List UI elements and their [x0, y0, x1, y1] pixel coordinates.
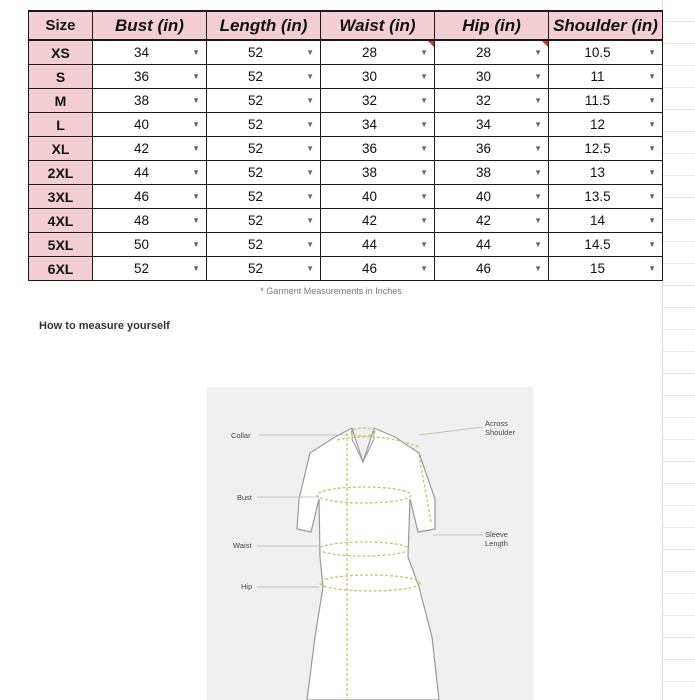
size-label-cell: 2XL: [29, 161, 93, 185]
dropdown-arrow-icon[interactable]: ▼: [192, 168, 200, 177]
shoulder-cell[interactable]: [549, 209, 663, 233]
bust-cell[interactable]: [93, 233, 207, 257]
shoulder-value: 14.5: [584, 237, 611, 252]
label-bust: Bust: [237, 493, 253, 502]
dropdown-arrow-icon[interactable]: ▼: [534, 216, 542, 225]
bust-value: 34: [133, 45, 150, 60]
label-across-shoulder-line2: Shoulder: [485, 428, 516, 437]
shoulder-value: 15: [589, 261, 606, 276]
table-row: [29, 65, 663, 89]
waist-value: 34: [361, 117, 378, 132]
dropdown-arrow-icon[interactable]: ▼: [648, 264, 656, 273]
bust-value: 52: [133, 261, 150, 276]
hip-value: 38: [475, 165, 492, 180]
dropdown-arrow-icon[interactable]: ▼: [420, 216, 428, 225]
label-sleeve-length-line1: Sleeve: [485, 530, 508, 539]
length-value: 52: [247, 117, 264, 132]
size-label-cell: 4XL: [29, 209, 93, 233]
size-chart-table: [28, 10, 663, 281]
shoulder-value: 11.5: [584, 93, 611, 108]
bust-value: 36: [133, 69, 150, 84]
dropdown-arrow-icon[interactable]: ▼: [648, 168, 656, 177]
length-cell[interactable]: [207, 209, 321, 233]
dropdown-arrow-icon[interactable]: ▼: [420, 168, 428, 177]
bust-value: 40: [133, 117, 150, 132]
table-row: [29, 40, 663, 65]
dropdown-arrow-icon[interactable]: ▼: [420, 264, 428, 273]
label-collar: Collar: [231, 431, 251, 440]
hip-cell[interactable]: [435, 137, 549, 161]
hip-cell[interactable]: [435, 113, 549, 137]
bust-value: 44: [133, 165, 150, 180]
dropdown-arrow-icon[interactable]: ▼: [306, 168, 314, 177]
label-hip: Hip: [241, 582, 253, 591]
dropdown-arrow-icon[interactable]: ▼: [192, 240, 200, 249]
dropdown-arrow-icon[interactable]: ▼: [534, 120, 542, 129]
dropdown-arrow-icon[interactable]: ▼: [534, 72, 542, 81]
dropdown-arrow-icon[interactable]: ▼: [534, 264, 542, 273]
dropdown-arrow-icon[interactable]: ▼: [420, 144, 428, 153]
spreadsheet-background: [662, 0, 695, 700]
dropdown-arrow-icon[interactable]: ▼: [534, 48, 542, 57]
size-label-cell: 3XL: [29, 185, 93, 209]
dropdown-arrow-icon[interactable]: ▼: [420, 240, 428, 249]
bust-value: 50: [133, 237, 150, 252]
length-value: 52: [247, 93, 264, 108]
label-sleeve-length-line2: Length: [485, 539, 508, 548]
waist-value: 44: [361, 237, 378, 252]
comment-indicator-icon: [428, 41, 434, 47]
dropdown-arrow-icon[interactable]: ▼: [306, 144, 314, 153]
hip-value: 44: [475, 237, 492, 252]
dropdown-arrow-icon[interactable]: ▼: [534, 192, 542, 201]
dropdown-arrow-icon[interactable]: ▼: [192, 144, 200, 153]
bust-cell[interactable]: [93, 185, 207, 209]
length-cell[interactable]: [207, 40, 321, 65]
bust-value: 42: [133, 141, 150, 156]
dropdown-arrow-icon[interactable]: ▼: [306, 240, 314, 249]
dropdown-arrow-icon[interactable]: ▼: [420, 96, 428, 105]
bust-cell[interactable]: [93, 257, 207, 281]
bust-cell[interactable]: [93, 89, 207, 113]
shoulder-cell[interactable]: [549, 113, 663, 137]
header-shoulder: Shoulder (in): [549, 11, 663, 40]
table-header-row: [29, 11, 663, 40]
shoulder-value: 14: [589, 213, 606, 228]
hip-value: 32: [475, 93, 492, 108]
dropdown-arrow-icon[interactable]: ▼: [648, 120, 656, 129]
dropdown-arrow-icon[interactable]: ▼: [306, 264, 314, 273]
measurement-note: * Garment Measurements in Inches: [260, 286, 402, 296]
length-value: 52: [247, 141, 264, 156]
dropdown-arrow-icon[interactable]: ▼: [420, 120, 428, 129]
header-size: Size: [29, 11, 93, 40]
shoulder-value: 12.5: [584, 141, 611, 156]
dropdown-arrow-icon[interactable]: ▼: [306, 72, 314, 81]
dropdown-arrow-icon[interactable]: ▼: [420, 48, 428, 57]
hip-cell[interactable]: [435, 209, 549, 233]
hip-value: 36: [475, 141, 492, 156]
shoulder-cell[interactable]: [549, 257, 663, 281]
shoulder-cell[interactable]: [549, 40, 663, 65]
dropdown-arrow-icon[interactable]: ▼: [534, 96, 542, 105]
hip-cell[interactable]: [435, 89, 549, 113]
length-cell[interactable]: [207, 161, 321, 185]
size-label-cell: XL: [29, 137, 93, 161]
waist-value: 46: [361, 261, 378, 276]
shoulder-value: 13: [589, 165, 606, 180]
hip-value: 28: [475, 45, 492, 60]
dropdown-arrow-icon[interactable]: ▼: [192, 216, 200, 225]
dropdown-arrow-icon[interactable]: ▼: [534, 240, 542, 249]
shoulder-value: 11: [590, 69, 605, 84]
waist-cell[interactable]: [321, 89, 435, 113]
waist-cell[interactable]: [321, 233, 435, 257]
table-row: [29, 113, 663, 137]
dropdown-arrow-icon[interactable]: ▼: [648, 144, 656, 153]
size-label-cell: 6XL: [29, 257, 93, 281]
table-row: [29, 89, 663, 113]
table-row: [29, 209, 663, 233]
dropdown-arrow-icon[interactable]: ▼: [648, 240, 656, 249]
waist-value: 40: [361, 189, 378, 204]
waist-cell[interactable]: [321, 257, 435, 281]
header-length: Length (in): [207, 11, 321, 40]
shoulder-cell[interactable]: [549, 185, 663, 209]
dropdown-arrow-icon[interactable]: ▼: [648, 192, 656, 201]
bust-value: 48: [133, 213, 150, 228]
waist-value: 42: [361, 213, 378, 228]
dropdown-arrow-icon[interactable]: ▼: [648, 48, 656, 57]
dropdown-arrow-icon[interactable]: ▼: [648, 72, 656, 81]
header-hip: Hip (in): [435, 11, 549, 40]
waist-cell[interactable]: [321, 209, 435, 233]
waist-value: 36: [361, 141, 378, 156]
waist-cell[interactable]: [321, 161, 435, 185]
dropdown-arrow-icon[interactable]: ▼: [192, 48, 200, 57]
size-label-cell: L: [29, 113, 93, 137]
hip-cell[interactable]: [435, 257, 549, 281]
length-cell[interactable]: [207, 233, 321, 257]
dropdown-arrow-icon[interactable]: ▼: [648, 96, 656, 105]
label-across-shoulder-line1: Across: [485, 419, 508, 428]
header-waist: Waist (in): [321, 11, 435, 40]
shoulder-cell[interactable]: [549, 89, 663, 113]
bust-value: 46: [133, 189, 150, 204]
dropdown-arrow-icon[interactable]: ▼: [192, 120, 200, 129]
table-row: [29, 161, 663, 185]
waist-cell[interactable]: [321, 137, 435, 161]
shoulder-cell[interactable]: [549, 233, 663, 257]
length-value: 52: [247, 261, 264, 276]
length-cell[interactable]: [207, 137, 321, 161]
bust-cell[interactable]: [93, 40, 207, 65]
waist-value: 32: [361, 93, 378, 108]
length-value: 52: [247, 45, 264, 60]
waist-cell[interactable]: [321, 40, 435, 65]
length-cell[interactable]: [207, 89, 321, 113]
dropdown-arrow-icon[interactable]: ▼: [534, 144, 542, 153]
length-value: 52: [247, 69, 264, 84]
size-label-cell: S: [29, 65, 93, 89]
comment-indicator-icon: [542, 41, 548, 47]
how-to-measure-title: How to measure yourself: [39, 320, 170, 332]
dropdown-arrow-icon[interactable]: ▼: [192, 72, 200, 81]
length-cell[interactable]: [207, 65, 321, 89]
dropdown-arrow-icon[interactable]: ▼: [420, 192, 428, 201]
dropdown-arrow-icon[interactable]: ▼: [306, 216, 314, 225]
waist-cell[interactable]: [321, 113, 435, 137]
hip-cell[interactable]: [435, 40, 549, 65]
shoulder-value: 10.5: [584, 45, 611, 60]
table-row: [29, 137, 663, 161]
bust-cell[interactable]: [93, 137, 207, 161]
size-label-cell: 5XL: [29, 233, 93, 257]
length-value: 52: [247, 165, 264, 180]
size-label-cell: M: [29, 89, 93, 113]
dropdown-arrow-icon[interactable]: ▼: [306, 120, 314, 129]
hip-cell[interactable]: [435, 185, 549, 209]
waist-value: 30: [361, 69, 378, 84]
hip-value: 46: [475, 261, 492, 276]
hip-cell[interactable]: [435, 233, 549, 257]
waist-cell[interactable]: [321, 185, 435, 209]
bust-cell[interactable]: [93, 113, 207, 137]
dropdown-arrow-icon[interactable]: ▼: [306, 48, 314, 57]
hip-cell[interactable]: [435, 161, 549, 185]
length-cell[interactable]: [207, 113, 321, 137]
measurement-diagram: [207, 387, 533, 700]
bust-cell[interactable]: [93, 161, 207, 185]
dropdown-arrow-icon[interactable]: ▼: [306, 192, 314, 201]
dropdown-arrow-icon[interactable]: ▼: [648, 216, 656, 225]
dropdown-arrow-icon[interactable]: ▼: [192, 192, 200, 201]
length-value: 52: [247, 189, 264, 204]
length-value: 52: [247, 213, 264, 228]
hip-value: 40: [475, 189, 492, 204]
bust-value: 38: [133, 93, 150, 108]
waist-value: 28: [361, 45, 378, 60]
dropdown-arrow-icon[interactable]: ▼: [420, 72, 428, 81]
shoulder-cell[interactable]: [549, 161, 663, 185]
hip-value: 34: [475, 117, 492, 132]
waist-value: 38: [361, 165, 378, 180]
shoulder-value: 12: [589, 117, 606, 132]
label-waist: Waist: [233, 541, 252, 550]
table-row: [29, 257, 663, 281]
shoulder-cell[interactable]: [549, 65, 663, 89]
length-cell[interactable]: [207, 185, 321, 209]
dress-outline: [297, 428, 439, 700]
table-row: [29, 185, 663, 209]
hip-value: 30: [475, 69, 492, 84]
dropdown-arrow-icon[interactable]: ▼: [534, 168, 542, 177]
hip-cell[interactable]: [435, 65, 549, 89]
shoulder-leader: [419, 427, 483, 435]
shoulder-value: 13.5: [584, 189, 611, 204]
hip-value: 42: [475, 213, 492, 228]
bust-cell[interactable]: [93, 209, 207, 233]
dropdown-arrow-icon[interactable]: ▼: [306, 96, 314, 105]
dropdown-arrow-icon[interactable]: ▼: [192, 264, 200, 273]
table-row: [29, 233, 663, 257]
dropdown-arrow-icon[interactable]: ▼: [192, 96, 200, 105]
size-label-cell: XS: [29, 40, 93, 65]
bust-cell[interactable]: [93, 65, 207, 89]
shoulder-cell[interactable]: [549, 137, 663, 161]
length-cell[interactable]: [207, 257, 321, 281]
length-value: 52: [247, 237, 264, 252]
header-bust: Bust (in): [93, 11, 207, 40]
waist-cell[interactable]: [321, 65, 435, 89]
